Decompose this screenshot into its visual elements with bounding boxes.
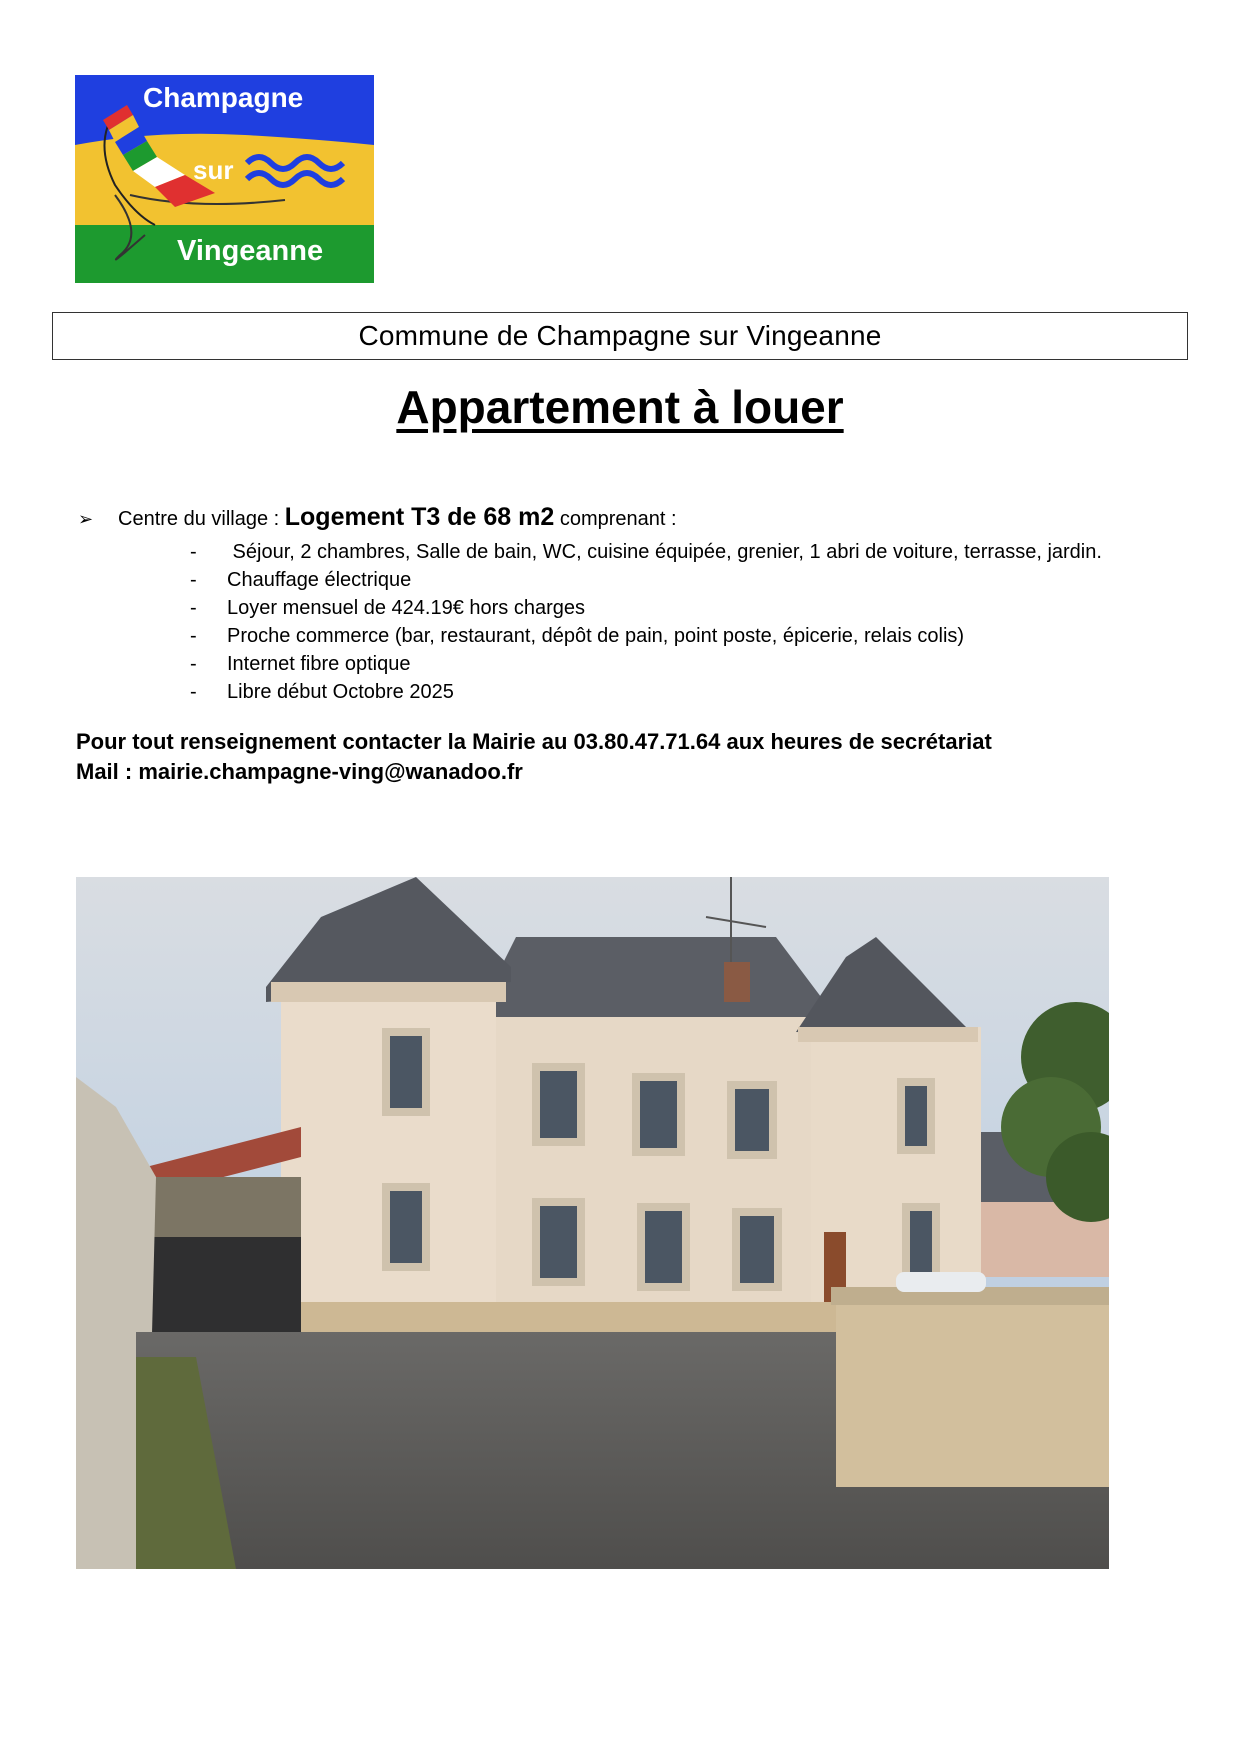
feature-text: Libre début Octobre 2025	[227, 681, 454, 703]
list-item	[190, 594, 1102, 622]
contact-block	[76, 727, 992, 787]
list-item	[190, 678, 1102, 706]
logo-line2: sur	[193, 155, 234, 185]
list-item	[190, 622, 1102, 650]
lead-strong: Logement T3 de 68 m2	[284, 503, 555, 531]
contact-phone-line: Pour tout renseignement contacter la Mairie au 03.80.47.71.64 aux heures de secrétariat	[76, 729, 992, 754]
arrow-bullet-icon: ➢	[78, 509, 94, 529]
list-item	[190, 566, 1102, 594]
feature-text: Proche commerce (bar, restaurant, dépôt de pain, point poste, épicerie, relais colis)	[227, 625, 965, 647]
lead-line	[78, 503, 1198, 532]
commune-logo	[75, 75, 374, 283]
feature-text: Loyer mensuel de 424.19€ hors charges	[227, 597, 586, 619]
list-item	[190, 538, 1102, 566]
feature-text: Internet fibre optique	[227, 653, 411, 675]
feature-list	[190, 538, 1102, 706]
contact-mail-line[interactable]: Mail : mairie.champagne-ving@wanadoo.fr	[76, 759, 523, 784]
logo-line3: Vingeanne	[177, 235, 324, 267]
feature-text: Séjour, 2 chambres, Salle de bain, WC, cuisine équipée, grenier, 1 abri de voiture, terrasse, jardin.	[227, 541, 1102, 563]
lead-prefix: Centre du village :	[118, 508, 285, 530]
building-photo	[76, 877, 1109, 1569]
dash-bullet: -	[190, 541, 197, 563]
feature-text: Chauffage électrique	[227, 569, 412, 591]
dash-bullet: -	[190, 569, 197, 591]
page-title: Appartement à louer	[396, 381, 844, 433]
dash-bullet: -	[190, 625, 197, 647]
commune-header-text: Commune de Champagne sur Vingeanne	[358, 320, 882, 351]
logo-line1: Champagne	[143, 82, 304, 113]
dash-bullet: -	[190, 597, 197, 619]
dash-bullet: -	[190, 681, 197, 703]
list-item	[190, 650, 1102, 678]
commune-header	[52, 312, 1188, 360]
dash-bullet: -	[190, 653, 197, 675]
lead-suffix: comprenant :	[554, 508, 677, 530]
